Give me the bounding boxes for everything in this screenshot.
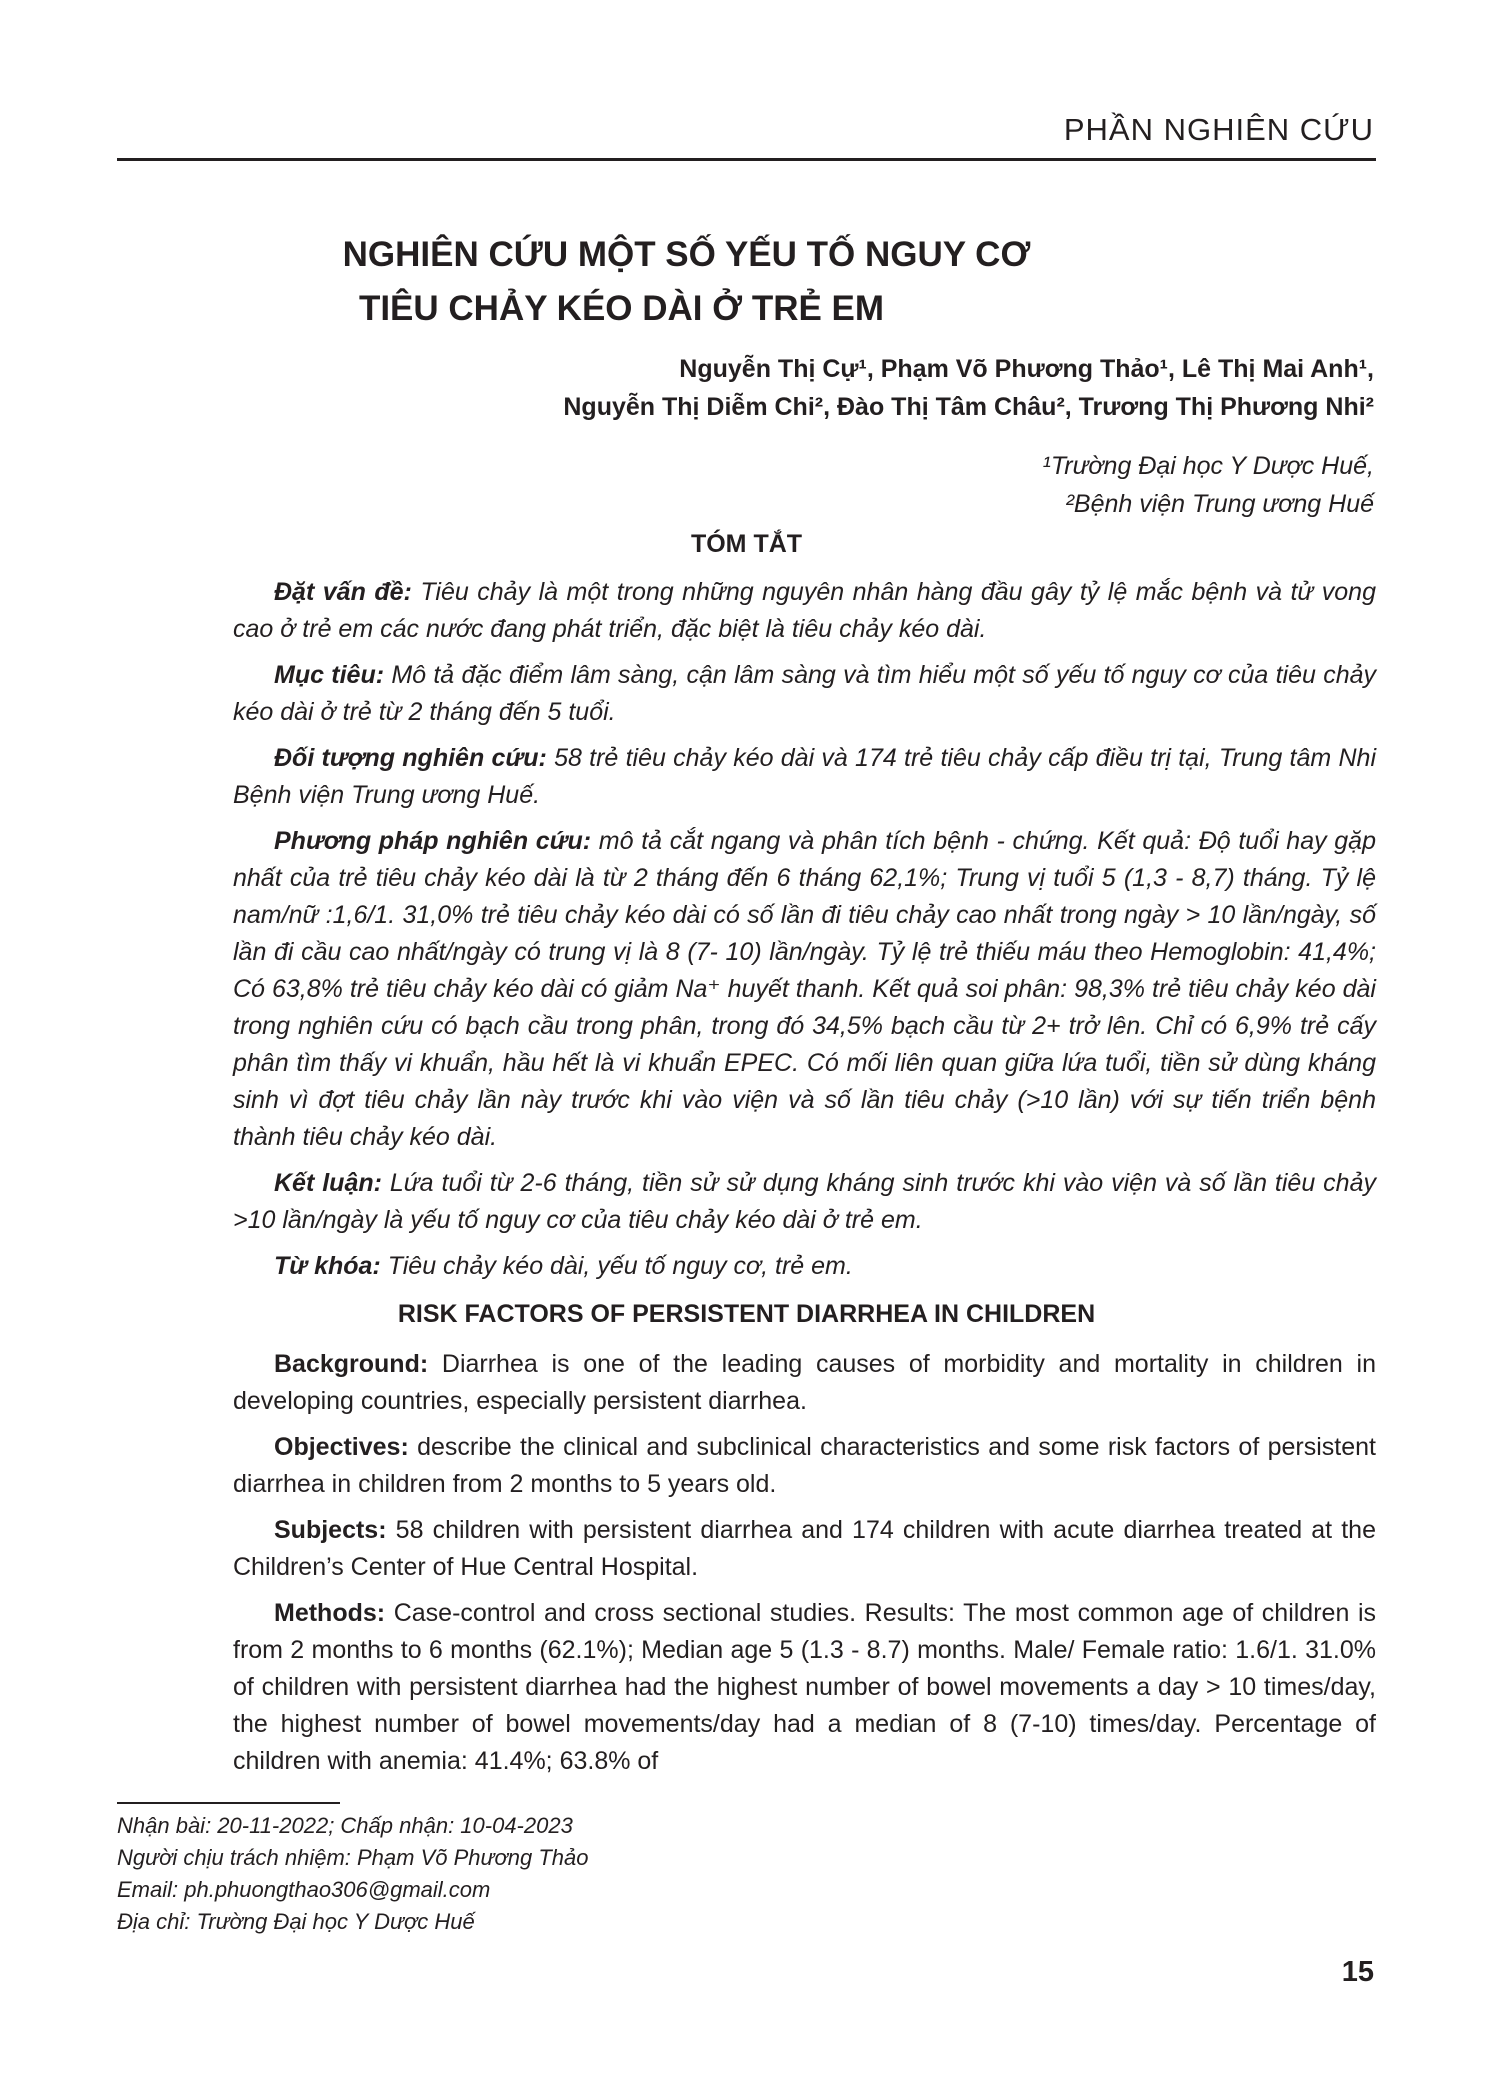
en-objectives-label: Objectives: [274,1433,409,1461]
header-divider [117,158,1376,161]
vi-subjects-text: 58 trẻ tiêu chảy kéo dài và 174 trẻ tiêu chảy cấp điều trị tại, Trung tâm Nhi Bệnh viện Trung ương Huế. [233,744,1376,809]
vi-objectives-text: Mô tả đặc điểm lâm sàng, cận lâm sàng và tìm hiểu một số yếu tố nguy cơ của tiêu chảy kéo dài ở trẻ từ 2 tháng đến 5 tuổi. [233,661,1376,726]
en-methods-label: Methods: [274,1599,386,1627]
footnote-email: Email: ph.phuongthao306@gmail.com [117,1877,491,1902]
journal-section-label: PHẦN NGHIÊN CỨU [1063,112,1374,147]
vi-keywords-text: Tiêu chảy kéo dài, yếu tố nguy cơ, trẻ em. [380,1252,853,1280]
vi-background-label: Đặt vấn đề: [274,578,412,606]
vi-methods-label: Phương pháp nghiên cứu: [274,827,592,855]
footnote-divider [117,1802,340,1804]
vi-methods-text: mô tả cắt ngang và phân tích bệnh - chứng. Kết quả: Độ tuổi hay gặp nhất của trẻ tiêu chảy kéo dài là từ 2 tháng đến 6 tháng 62,1%; Trung vị tuổi 5 (1,3 - 8,7) tháng. Tỷ lệ nam/nữ :1,6/1. 31,0% trẻ tiêu chảy kéo dài có số lần đi tiêu chảy cao nhất trong ngày > 10 lần/ngày, số lần đi cầu cao nhất/ngày có trung vị là 8 (7- 10) lần/ngày. Tỷ lệ trẻ thiếu máu theo Hemoglobin: 41,4%; Có 63,8% trẻ tiêu chảy kéo dài có giảm Na⁺ huyết thanh. Kết quả soi phân: 98,3% trẻ tiêu chảy kéo dài trong nghiên cứu có bạch cầu trong phân, trong đó 34,5% bạch cầu từ 2+ trở lên. Chỉ có 6,9% trẻ cấy phân tìm thấy vi khuẩn, hầu hết là vi khuẩn EPEC. Có mối liên quan giữa lứa tuổi, tiền sử dùng kháng sinh vì đợt tiêu chảy lần này trước khi vào viện và số lần tiêu chảy (>10 lần) với sự tiến triển bệnh thành tiêu chảy kéo dài. [233,827,1376,1151]
vi-methods-paragraph [233,823,1376,1156]
affiliation-1: ¹Trường Đại học Y Dược Huế, [1042,452,1374,480]
vi-abstract [233,574,1376,1294]
en-background-label: Background: [274,1350,429,1378]
en-objectives-paragraph [233,1429,1376,1503]
en-methods-text: Case-control and cross sectional studies. Results: The most common age of children is from 2 months to 6 months (62.1%); Median age 5 (1.3 - 8.7) months. Male/ Female ratio: 1.6/1. 31.0% of children with persistent diarrhea had the highest number of bowel movements a day > 10 times/day, the highest number of bowel movements/day had a median of 8 (7-10) times/day. Percentage of children with anemia: 41.4%; 63.8% of [233,1599,1376,1775]
article-title [117,228,1376,337]
page-number: 15 [1341,1956,1374,1988]
article-title-line-2: TIÊU CHẢY KÉO DÀI Ở TRẺ EM [358,289,885,329]
en-methods-paragraph [233,1595,1376,1780]
affiliations [474,448,1374,523]
author-line-1: Nguyễn Thị Cự¹, Phạm Võ Phương Thảo¹, Lê Thị Mai Anh¹, [679,355,1374,383]
en-background-paragraph [233,1346,1376,1420]
vi-objectives-label: Mục tiêu: [274,661,385,689]
vi-conclusion-label: Kết luận: [274,1169,382,1197]
footnote-received: Nhận bài: 20-11-2022; Chấp nhận: 10-04-2023 [117,1813,573,1838]
en-subjects-label: Subjects: [274,1516,387,1544]
vi-keywords-paragraph [233,1248,1376,1285]
vi-abstract-heading: TÓM TẮT [690,530,803,558]
article-title-line-1: NGHIÊN CỨU MỘT SỐ YẾU TỐ NGUY CƠ [342,235,1031,274]
footnote-responsible: Người chịu trách nhiệm: Phạm Võ Phương Thảo [117,1845,589,1870]
en-abstract-heading: RISK FACTORS OF PERSISTENT DIARRHEA IN CHILDREN [397,1300,1096,1328]
vi-objectives-paragraph [233,657,1376,731]
vi-background-paragraph [233,574,1376,648]
en-subjects-text: 58 children with persistent diarrhea and 174 children with acute diarrhea treated at the Children’s Center of Hue Central Hospital. [233,1516,1376,1581]
affiliation-2: ²Bệnh viện Trung ương Huế [1065,489,1374,518]
author-list [274,350,1374,426]
footnotes [117,1810,1017,1938]
en-abstract [233,1346,1376,1789]
vi-subjects-paragraph [233,740,1376,814]
en-subjects-paragraph [233,1512,1376,1586]
footnote-address: Địa chỉ: Trường Đại học Y Dược Huế [117,1909,475,1934]
en-background-text: Diarrhea is one of the leading causes of morbidity and mortality in children in developing countries, especially persistent diarrhea. [233,1350,1376,1415]
vi-keywords-label: Từ khóa: [274,1252,381,1280]
vi-conclusion-paragraph [233,1165,1376,1239]
vi-subjects-label: Đối tượng nghiên cứu: [274,744,547,772]
author-line-2: Nguyễn Thị Diễm Chi², Đào Thị Tâm Châu², Trương Thị Phương Nhi² [563,393,1374,421]
vi-conclusion-text: Lứa tuổi từ 2-6 tháng, tiền sử sử dụng kháng sinh trước khi vào viện và số lần tiêu chảy >10 lần/ngày là yếu tố nguy cơ của tiêu chảy kéo dài ở trẻ em. [233,1169,1376,1234]
en-objectives-text: describe the clinical and subclinical characteristics and some risk factors of persistent diarrhea in children from 2 months to 5 years old. [233,1433,1376,1498]
vi-background-text: Tiêu chảy là một trong những nguyên nhân hàng đầu gây tỷ lệ mắc bệnh và tử vong cao ở trẻ em các nước đang phát triển, đặc biệt là tiêu chảy kéo dài. [233,578,1376,643]
